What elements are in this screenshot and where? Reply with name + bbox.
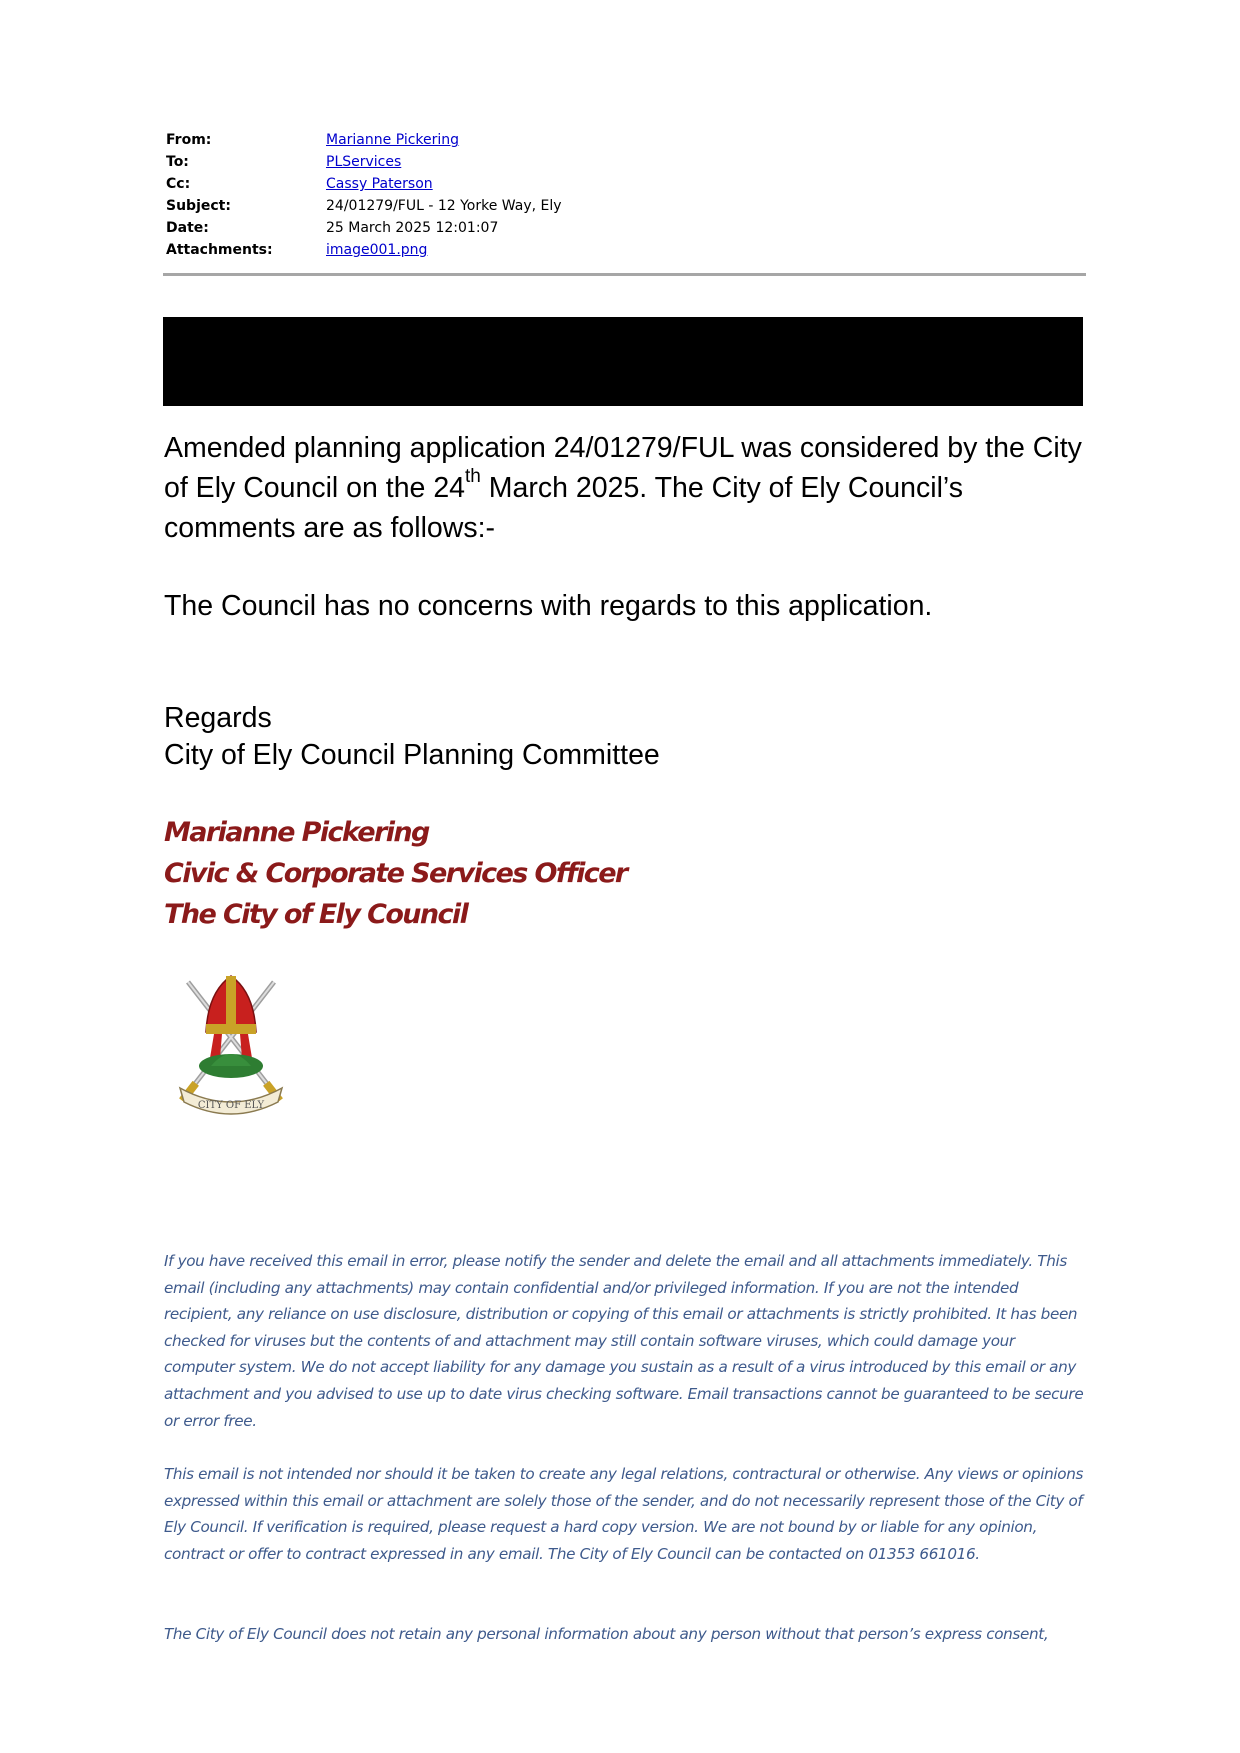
cc-label: Cc: bbox=[166, 176, 191, 192]
disclaimer-paragraph-3: The City of Ely Council does not retain any personal information about any person without that person’s express consent, bbox=[164, 1625, 1049, 1643]
date-row bbox=[166, 218, 1086, 240]
to-link[interactable]: PLServices bbox=[326, 154, 402, 170]
regards-text: Regards bbox=[164, 702, 272, 734]
header-divider bbox=[163, 273, 1086, 276]
date-value: 25 March 2025 12:01:07 bbox=[326, 220, 499, 236]
body-paragraph-1 bbox=[164, 428, 1094, 548]
closing-block bbox=[164, 700, 1094, 774]
disclaimer-paragraph-1: If you have received this email in error, please notify the sender and delete the email and all attachments immediately. This email (including any attachments) may contain confidential and/or privileged information. If you are not the intended recipient, any reliance on use disclosure, distribution or copying of this email or attachments is strictly prohibited. It has been checked for viruses but the contents of and attachment may still contain software viruses, which could damage your computer system. We do not accept liability for any damage you sustain as a result of a virus introduced by this email or any attachment and you advised to use up to date virus checking software. Email transactions cannot be guaranteed to be secure or error free. bbox=[164, 1252, 1084, 1430]
date-label: Date: bbox=[166, 220, 209, 236]
from-row bbox=[166, 130, 1086, 152]
attachment-link[interactable]: image001.png bbox=[326, 242, 428, 258]
attachments-row bbox=[166, 240, 1086, 262]
body-paragraph-2: The Council has no concerns with regards to this application. bbox=[164, 590, 933, 622]
email-header bbox=[166, 130, 1086, 262]
p1-superscript: th bbox=[465, 466, 481, 487]
signature-title: Civic & Corporate Services Officer bbox=[164, 858, 627, 889]
attachments-label: Attachments: bbox=[166, 242, 273, 258]
crest-motto: CITY OF ELY bbox=[197, 1100, 265, 1111]
disclaimer-paragraph-2: This email is not intended nor should it be taken to create any legal relations, contractural or otherwise. Any views or opinions expressed within this email or attachment are solely those of the sender, and do not necessarily represent those of the City of Ely Council. If verification is required, please request a hard copy version. We are not bound by or liable for any opinion, contract or offer to contract expressed in any email. The City of Ely Council can be contacted on 01353 661016. bbox=[164, 1465, 1084, 1563]
p1-text: Amended planning application 24/01279/FUL was considered by the City of Ely Council on the 24 bbox=[164, 432, 1082, 504]
signature-org: The City of Ely Council bbox=[164, 899, 468, 930]
cc-link[interactable]: Cassy Paterson bbox=[326, 176, 433, 192]
committee-text: City of Ely Council Planning Committee bbox=[164, 739, 660, 771]
p1-text-end: March 2025. The City of Ely Council’s comments are as follows:- bbox=[164, 472, 963, 544]
subject-label: Subject: bbox=[166, 198, 231, 214]
from-link[interactable]: Marianne Pickering bbox=[326, 132, 460, 148]
redacted-banner bbox=[163, 317, 1083, 406]
city-of-ely-crest-icon bbox=[166, 970, 296, 1120]
to-row bbox=[166, 152, 1086, 174]
signature-block bbox=[164, 812, 627, 935]
signature-name: Marianne Pickering bbox=[164, 817, 429, 848]
subject-row bbox=[166, 196, 1086, 218]
from-label: From: bbox=[166, 132, 212, 148]
subject-value: 24/01279/FUL - 12 Yorke Way, Ely bbox=[326, 198, 562, 214]
to-label: To: bbox=[166, 154, 189, 170]
cc-row bbox=[166, 174, 1086, 196]
